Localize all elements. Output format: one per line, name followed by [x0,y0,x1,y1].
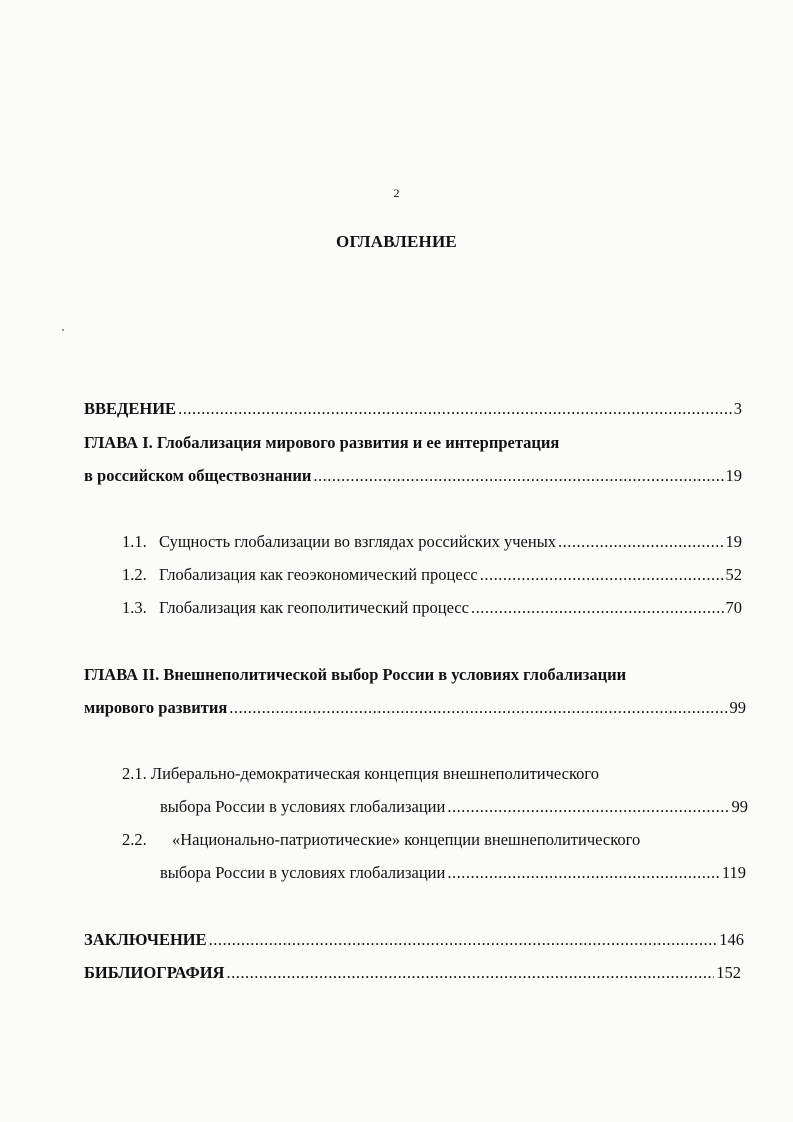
section-number: 1.1. [122,532,147,551]
toc-entry-bibliography [84,963,741,983]
toc-page-number: 119 [721,863,746,882]
toc-entry-label: БИБЛИОГРАФИЯ [84,963,225,982]
toc-entry-label: ЗАКЛЮЧЕНИЕ [84,930,207,949]
page-title: ОГЛАВЛЕНИЕ [336,232,457,251]
toc-entry-chapter1 [84,466,742,486]
toc-entry-section-1-2 [122,565,742,585]
toc-entry-section-1-3 [122,598,742,618]
toc-entry-label [122,565,478,585]
toc-entry-label: ВВЕДЕНИЕ [84,399,177,418]
section-title: Либерально-демократическая концепция внешнеполитического [150,764,600,783]
scan-speck [62,329,64,331]
toc-entry-label: мирового развития [84,698,228,717]
toc-entry-label [122,532,556,552]
leader-dots [447,797,729,817]
leader-dots [480,565,724,585]
toc-section-2-1-line1 [122,764,599,784]
toc-entry-label: в российском обществознании [84,466,312,485]
toc-page-number: 52 [725,565,742,584]
toc-page-number: 3 [733,399,742,418]
section-title: «Национально-патриотические» концепции внешнеполитического [172,830,641,849]
leader-dots [558,532,723,552]
toc-entry-section-2-2 [160,863,746,883]
page-number: 2 [393,186,400,200]
toc-entry-intro [84,399,742,419]
section-number: 1.3. [122,598,147,617]
leader-dots [226,963,714,983]
toc-entry-chapter2 [84,698,746,718]
section-title: Глобализация как геополитический процесс [159,598,469,617]
leader-dots [447,863,720,883]
leader-dots [313,466,723,486]
leader-dots [229,698,727,718]
leader-dots [178,399,732,419]
leader-dots [209,930,718,950]
toc-page-number: 146 [719,930,744,949]
leader-dots [471,598,724,618]
toc-entry-label [122,598,469,618]
section-number: 2.1. [122,764,147,783]
toc-page-number: 19 [725,532,742,551]
section-title: Глобализация как геоэкономический процесс [159,565,478,584]
toc-page-number: 19 [725,466,742,485]
toc-entry-section-2-1 [160,797,748,817]
toc-entry-label: выбора России в условиях глобализации [160,863,446,882]
toc-entry-conclusion [84,930,744,950]
toc-page-number: 70 [725,598,742,617]
section-number: 2.2. [122,830,147,849]
section-number: 1.2. [122,565,147,584]
toc-page-number: 99 [731,797,748,816]
toc-page-number: 152 [716,963,741,982]
toc-chapter2-line1: ГЛАВА II. Внешнеполитической выбор России в условиях глобализации [84,665,627,684]
toc-page-number: 99 [729,698,746,717]
toc-entry-label: выбора России в условиях глобализации [160,797,446,816]
toc-section-2-2-line1 [122,830,640,850]
toc-chapter1-line1: ГЛАВА I. Глобализация мирового развития и ее интерпретация [84,433,560,452]
section-title: Сущность глобализации во взглядах российских ученых [159,532,557,551]
toc-entry-section-1-1 [122,532,742,552]
